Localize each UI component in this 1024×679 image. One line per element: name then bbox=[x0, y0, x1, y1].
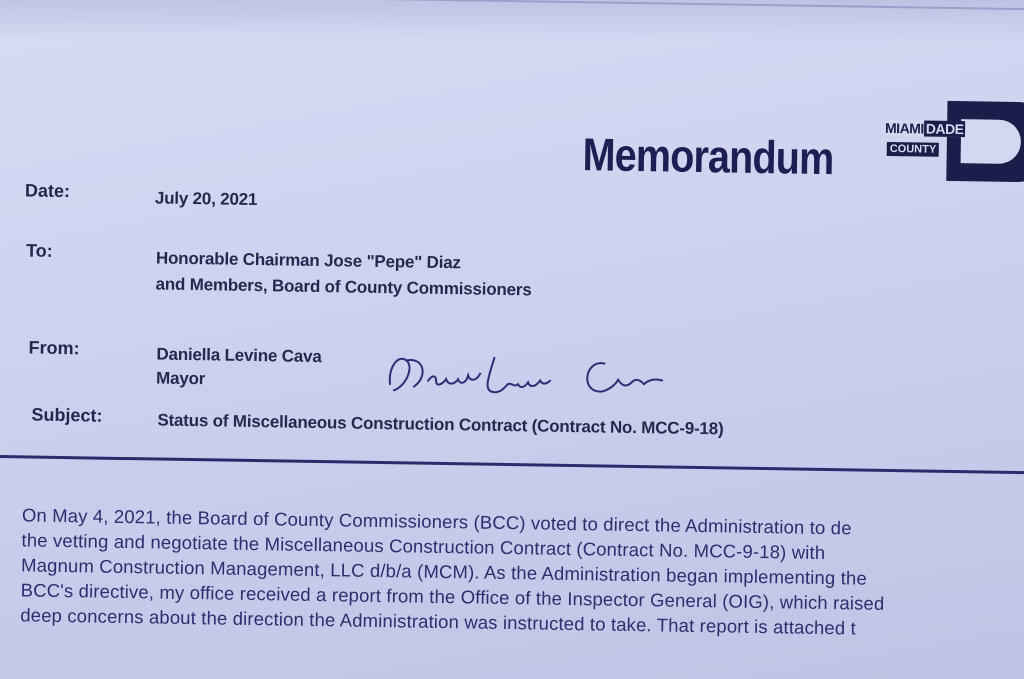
from-title: Mayor bbox=[155, 368, 206, 389]
body-line-4: BCC's directive, my office received a report from the Office of the Inspector General (OIG), which raised bbox=[20, 579, 885, 614]
body-line-1: On May 4, 2021, the Board of County Commissioners (BCC) voted to direct the Administration to de bbox=[21, 504, 852, 539]
logo-line1 bbox=[883, 120, 968, 137]
memo-title: Memorandum bbox=[582, 128, 834, 185]
logo-dade: DADE bbox=[925, 120, 964, 138]
body-line-2: the vetting and negotiate the Miscellaneous Construction Contract (Contract No. MCC-9-18) with bbox=[21, 529, 826, 564]
subject-label: Subject: bbox=[31, 404, 103, 426]
from-name: Daniella Levine Cava bbox=[156, 344, 322, 367]
header-divider bbox=[0, 455, 1024, 474]
memo-body bbox=[20, 502, 1024, 644]
to-line1: Honorable Chairman Jose "Pepe" Diaz bbox=[155, 248, 461, 273]
date-value: July 20, 2021 bbox=[154, 188, 258, 210]
to-line2: and Members, Board of County Commissioners bbox=[155, 274, 532, 300]
logo-county: COUNTY bbox=[887, 142, 940, 157]
mayor-signature bbox=[384, 346, 675, 411]
body-line-3: Magnum Construction Management, LLC d/b/a (MCM). As the Administration began implementing the bbox=[20, 554, 868, 589]
subject-value: Status of Miscellaneous Construction Contract (Contract No. MCC-9-18) bbox=[157, 410, 724, 439]
date-label: Date: bbox=[24, 180, 71, 202]
logo-d-inner bbox=[961, 119, 1022, 164]
body-line-5: deep concerns about the direction the Administration was instructed to take. That report is attached t bbox=[20, 604, 857, 639]
logo-miami: MIAMI bbox=[884, 119, 924, 137]
county-logo bbox=[882, 100, 1024, 183]
from-label: From: bbox=[28, 337, 80, 359]
to-label: To: bbox=[25, 240, 53, 261]
